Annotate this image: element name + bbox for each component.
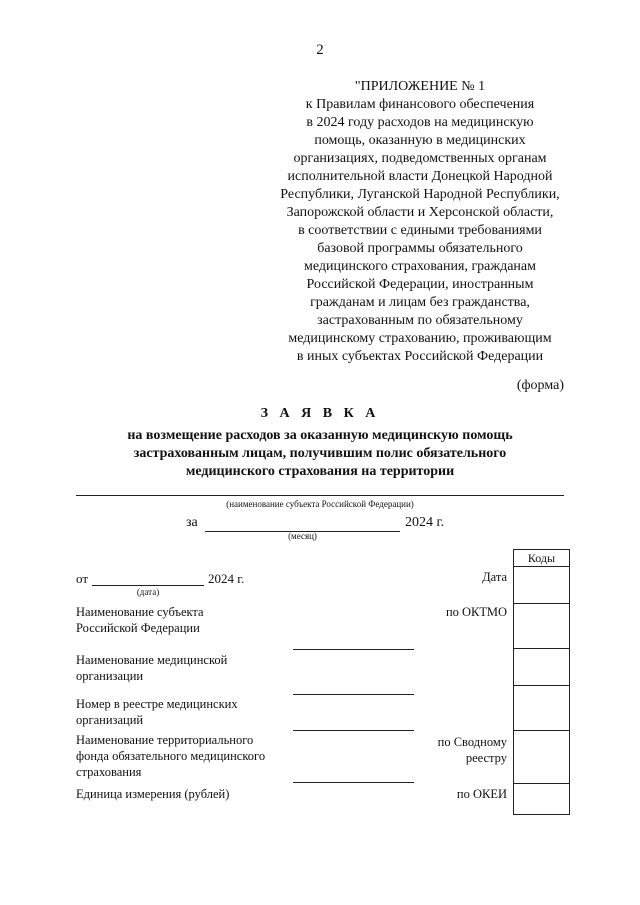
appendix-line: исполнительной власти Донецкой Народной bbox=[287, 169, 553, 184]
month-prefix: за bbox=[186, 515, 198, 530]
code-cell-okei bbox=[514, 784, 570, 815]
med-org-name-label: Наименование медицинской организации bbox=[76, 653, 228, 683]
tfoms-name-label: Наименование территориального фонда обязательного медицинского страхования bbox=[76, 733, 266, 779]
code-cell-date bbox=[514, 567, 570, 604]
page-number: 2 bbox=[316, 42, 324, 58]
appendix-line: гражданам и лицам без гражданства, bbox=[310, 295, 530, 310]
date-code-label: Дата bbox=[482, 570, 507, 584]
subject-name-label: Наименование субъекта Российской Федерации bbox=[76, 605, 204, 635]
appendix-line: помощь, оказанную в медицинских bbox=[314, 133, 526, 148]
registry-number-label: Номер в реестре медицинских организаций bbox=[76, 697, 238, 727]
subtitle-line: медицинского страхования на территории bbox=[185, 464, 455, 479]
subject-caption: (наименование субъекта Российской Федерации) bbox=[226, 499, 414, 509]
form-label: (форма) bbox=[516, 378, 564, 393]
subject-fill-line bbox=[76, 495, 564, 496]
month-year: 2024 г. bbox=[405, 515, 445, 530]
okei-label: по ОКЕИ bbox=[456, 787, 507, 801]
appendix-title: "ПРИЛОЖЕНИЕ № 1 bbox=[354, 79, 486, 94]
oktmo-label: по ОКТМО bbox=[445, 605, 507, 619]
appendix-lines bbox=[270, 96, 570, 366]
appendix-line: Запорожской области и Херсонской области, bbox=[286, 205, 554, 220]
svodny-reestr-label: по Сводному реестру bbox=[437, 735, 507, 765]
date-fill-line bbox=[92, 585, 204, 586]
appendix-line: базовой программы обязательного bbox=[317, 241, 523, 256]
appendix-line: организациях, подведомственных органам bbox=[293, 151, 547, 166]
appendix-line: Республики, Луганской Народной Республики, bbox=[280, 187, 560, 202]
med-org-name-fill-line bbox=[293, 694, 414, 695]
appendix-line: Российской Федерации, иностранным bbox=[306, 277, 534, 292]
appendix-line: в 2024 году расходов на медицинскую bbox=[306, 115, 534, 130]
code-cell-med-org bbox=[514, 649, 570, 686]
code-cell-oktmo bbox=[514, 604, 570, 649]
subtitle-line: застрахованным лицам, получившим полис обязательного bbox=[133, 446, 507, 461]
appendix-line: к Правилам финансового обеспечения bbox=[305, 97, 535, 112]
appendix-header bbox=[270, 78, 570, 366]
code-cell-svodny bbox=[514, 731, 570, 784]
date-prefix: от bbox=[76, 571, 89, 586]
appendix-line: в иных субъектах Российской Федерации bbox=[296, 349, 544, 364]
tfoms-name-fill-line bbox=[293, 782, 414, 783]
registry-number-fill-line bbox=[293, 730, 414, 731]
appendix-line: в соответствии с едиными требованиями bbox=[298, 223, 542, 238]
appendix-line: медицинскому страхованию, проживающим bbox=[288, 331, 552, 346]
date-caption: (дата) bbox=[136, 587, 160, 597]
unit-label: Единица измерения (рублей) bbox=[76, 787, 230, 801]
appendix-line: медицинского страхования, гражданам bbox=[304, 259, 536, 274]
codes-header: Коды bbox=[514, 550, 570, 567]
codes-table bbox=[513, 549, 570, 815]
month-caption: (месяц) bbox=[288, 531, 317, 541]
document-title: З А Я В К А bbox=[260, 406, 380, 421]
subject-name-fill-line bbox=[293, 649, 414, 650]
document-subtitle bbox=[90, 427, 550, 481]
subtitle-line: на возмещение расходов за оказанную медицинскую помощь bbox=[127, 428, 513, 443]
appendix-line: застрахованным по обязательному bbox=[317, 313, 523, 328]
code-cell-registry bbox=[514, 686, 570, 731]
date-year: 2024 г. bbox=[208, 571, 245, 586]
